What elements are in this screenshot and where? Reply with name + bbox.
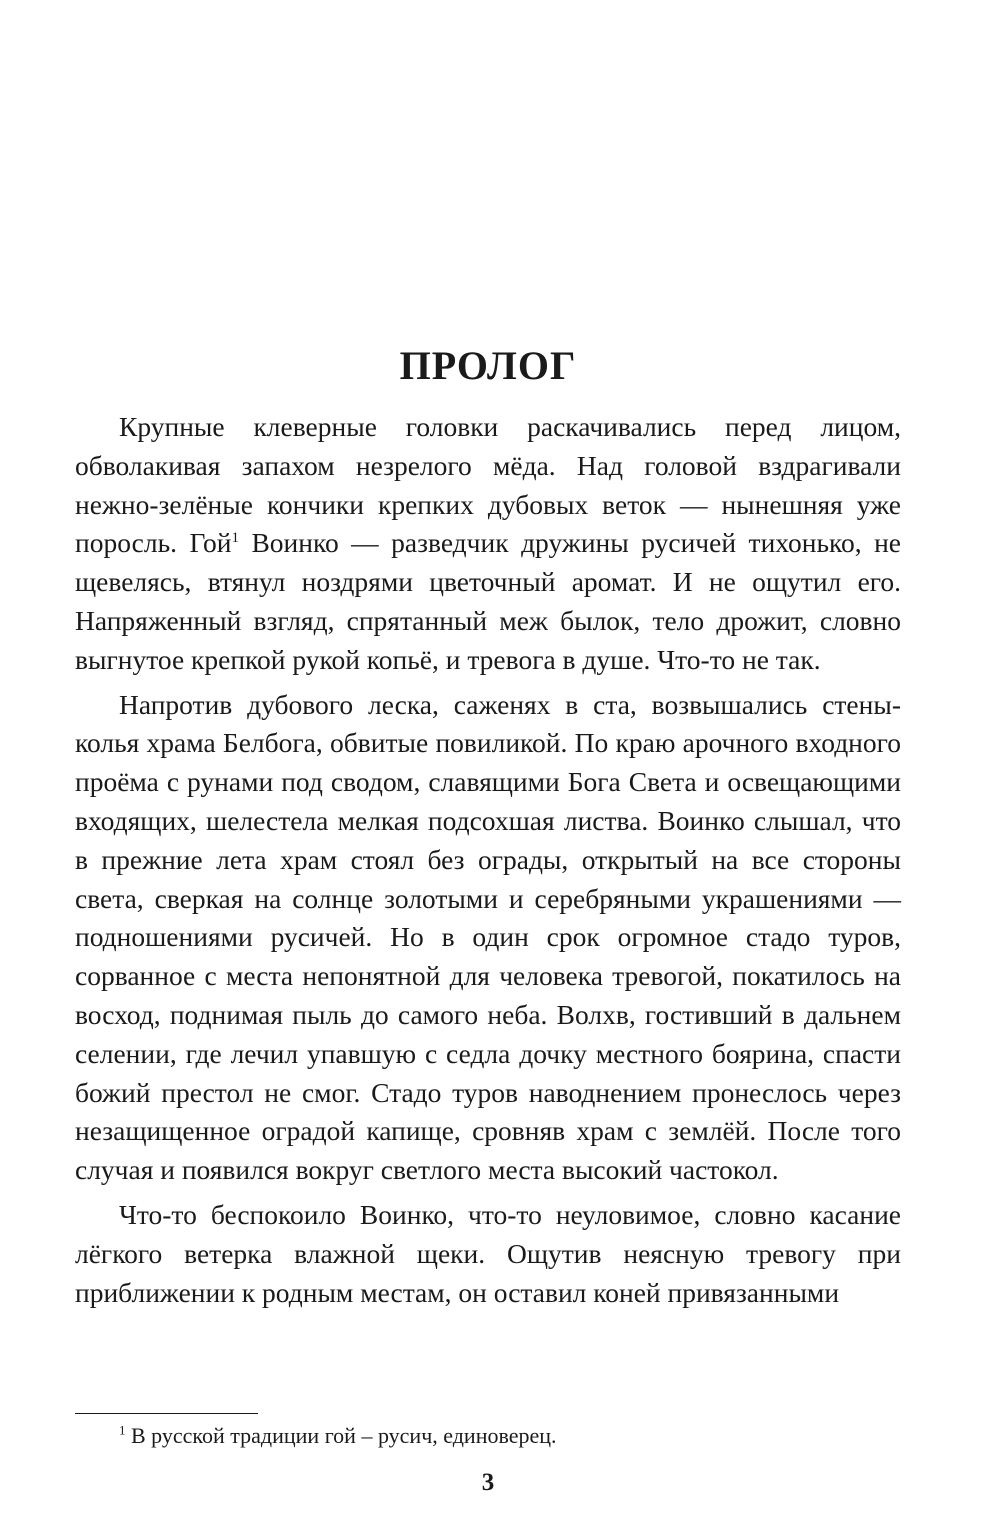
paragraph-1 (75, 408, 901, 680)
footnote-text: В русской традиции гой – русич, единоверец. (125, 1423, 557, 1448)
body-text (75, 408, 901, 1312)
footnote-marker: 1 (119, 1422, 126, 1438)
footnote-reference: 1 (231, 530, 239, 547)
chapter-title: ПРОЛОГ (399, 343, 577, 388)
paragraph-2: Напротив дубового леска, саженях в ста, возвышались стены-колья храма Белбога, обвитые повиликой. По краю арочного входного проёма с рунами под сводом, славящими Бога Света и освещающими входящих, шелестела мелкая подсохшая листва. Воинко слышал, что в прежние лета храм стоял без ограды, открытый на все стороны света, сверкая на солнце золотыми и серебряными украшениями — подношениями русичей. Но в один срок огромное стадо туров, сорванное с места непонятной для человека тревогой, покатилось на восход, поднимая пыль до самого неба. Волхв, гостивший в дальнем селении, где лечил упавшую с седла дочку местного боярина, спасти божий престол не смог. Стадо туров наводнением пронеслось через незащищенное оградой капище, сровняв храм с землёй. После того случая и появился вокруг светлого места высокий частокол. (75, 688, 901, 1186)
footnote-divider (75, 1413, 258, 1414)
paragraph-1-text-start: Крупные клеверные головки раскачивались перед лицом, обволакивая запахом незрелого мёда. Над головой вздрагивали нежно-зелёные кончики крепких дубовых веток — нынешняя уже поросль. Гой (75, 411, 901, 559)
paragraph-3: Что-то беспокоило Воинко, что-то неуловимое, словно касание лёгкого ветерка влажной щеки. Ощутив неясную тревогу при приближении к родным местам, он оставил коней привязанными (75, 1198, 901, 1308)
footnote (119, 1421, 557, 1451)
paragraph-1-text-end: Воинко — разведчик дружины русичей тихонько, не щевелясь, втянул ноздрями цветочный аромат. И не ощутил его. Напряженный взгляд, спрятанный меж былок, тело дрожит, словно выгнутое крепкой рукой копьё, и тревога в душе. Что-то не так. (75, 527, 901, 675)
book-page (75, 0, 901, 1537)
page-number: 3 (481, 1469, 495, 1496)
